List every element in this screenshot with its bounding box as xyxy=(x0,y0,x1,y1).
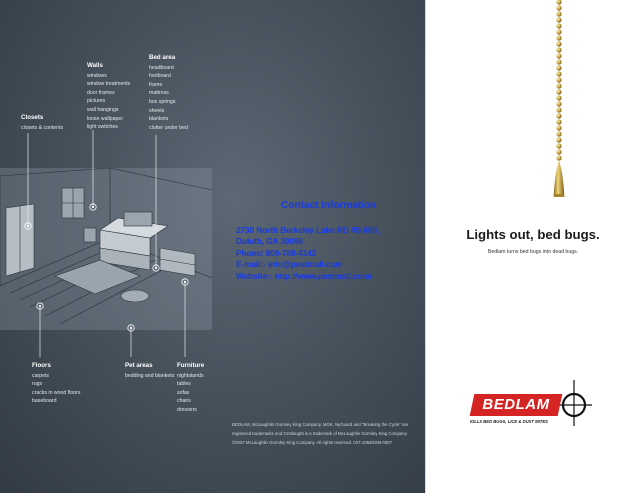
contact-website[interactable]: Website:- http://www.pestmall.com/ xyxy=(236,271,372,281)
chain-bead xyxy=(556,47,561,52)
walls-item: door frames xyxy=(87,89,115,96)
legal-line: ©2007 McLaughlin Gormley King Company. All rights reserved. 037-1059/10M-0307 xyxy=(232,440,393,445)
bed-area-heading: Bed area xyxy=(149,54,176,61)
floors-heading: Floors xyxy=(32,362,51,369)
closets-heading: Closets xyxy=(21,114,44,121)
chain-bead xyxy=(556,77,561,82)
legal-notice xyxy=(232,420,420,447)
bedlam-wordmark xyxy=(470,394,563,416)
chain-bead xyxy=(556,131,561,136)
bedlam-tagline: KILLS BED BUGS, LICE & DUST MITES xyxy=(470,419,548,424)
bedlam-logo xyxy=(462,378,612,428)
legal-line: registered trademarks and OnSlaught is a trademark of McLaughlin Gormley King Company. xyxy=(232,431,408,436)
chain-bead xyxy=(556,107,561,112)
walls-item: pictures xyxy=(87,98,106,105)
chain-bead xyxy=(556,0,561,5)
contact-title: Contact Information xyxy=(281,200,376,211)
chain-bead xyxy=(556,125,561,130)
furniture-item: tables xyxy=(177,381,191,388)
chain-bead xyxy=(556,95,561,100)
bed-area-item: blankets xyxy=(149,116,169,123)
pet-areas-heading: Pet areas xyxy=(125,362,153,369)
panel-divider xyxy=(425,0,426,493)
bed-area-item: headboard xyxy=(149,64,174,71)
chain-bead xyxy=(556,137,561,142)
legal-line: BEDLAM, McLaughlin Gormley King Company, MGK, NyGuard and "Breaking the Cycle" are xyxy=(232,422,409,427)
floors-item: cracks in wood floors xyxy=(32,389,81,396)
walls-item: windows xyxy=(87,72,107,79)
contact-city-line: Duluth, GA 30096 xyxy=(236,237,303,247)
walls-item: wall hangings xyxy=(87,106,119,113)
subheadline: Bedlam turns bed bugs into dead bugs. xyxy=(487,249,579,255)
chain-bead xyxy=(556,89,561,94)
chain-bead xyxy=(556,149,561,154)
location-marker-icon xyxy=(25,204,188,331)
walls-heading: Walls xyxy=(87,62,103,69)
floors-item: baseboard xyxy=(32,398,57,405)
floors-item: rugs xyxy=(32,381,43,388)
chain-bead xyxy=(556,143,561,148)
chain-bead xyxy=(556,29,561,34)
floors-item: carpets xyxy=(32,372,50,379)
headline: Lights out, bed bugs. xyxy=(466,227,600,242)
furniture-item: dressers xyxy=(177,406,197,413)
furniture-heading: Furniture xyxy=(177,362,205,369)
chain-bead xyxy=(556,113,561,118)
chain-bead xyxy=(556,17,561,22)
closets-item: closets & contents xyxy=(21,124,64,131)
chain-bead xyxy=(556,71,561,76)
walls-item: light switches xyxy=(87,124,118,131)
bed-area-item: mattress xyxy=(149,90,169,97)
chain-bead xyxy=(556,5,561,10)
chain-bead xyxy=(556,83,561,88)
walls-item: loose wallpaper xyxy=(87,115,124,122)
contact-email[interactable]: E-mail:- info@pestmall.com xyxy=(236,260,343,270)
furniture-annotation xyxy=(177,362,204,415)
contact-information xyxy=(236,200,421,282)
chain-bead xyxy=(556,35,561,40)
chain-bead xyxy=(556,65,561,70)
furniture-item: chairs xyxy=(177,398,191,405)
furniture-item: sofas xyxy=(177,389,190,396)
chain-bead xyxy=(556,23,561,28)
bed-area-item: clutter under bed xyxy=(149,124,188,131)
pet-areas-annotation xyxy=(125,362,174,380)
floors-annotation xyxy=(32,362,80,406)
chain-bead xyxy=(556,155,561,160)
bed-area-item: sheets xyxy=(149,107,165,114)
bedlam-wordmark-text: BEDLAM xyxy=(482,396,550,413)
bed-area-item: box springs xyxy=(149,98,176,105)
chain-bead xyxy=(556,41,561,46)
chain-bead xyxy=(556,59,561,64)
bed-area-item: frame xyxy=(149,81,163,88)
pet-areas-item: bedding and blankets xyxy=(125,372,175,379)
chain-bead xyxy=(556,11,561,16)
pull-chain-icon xyxy=(553,0,565,200)
chain-bead xyxy=(556,101,561,106)
contact-address-line: 2730 North Berkeley Lake RD #B 600, xyxy=(236,226,380,235)
chain-bead xyxy=(556,119,561,124)
walls-item: window treatments xyxy=(87,81,131,88)
contact-phone: Phone: 800-788-4142 xyxy=(236,248,317,258)
bed-area-item: footboard xyxy=(149,73,171,80)
chain-bead xyxy=(556,53,561,58)
furniture-item: nightstands xyxy=(177,372,204,379)
